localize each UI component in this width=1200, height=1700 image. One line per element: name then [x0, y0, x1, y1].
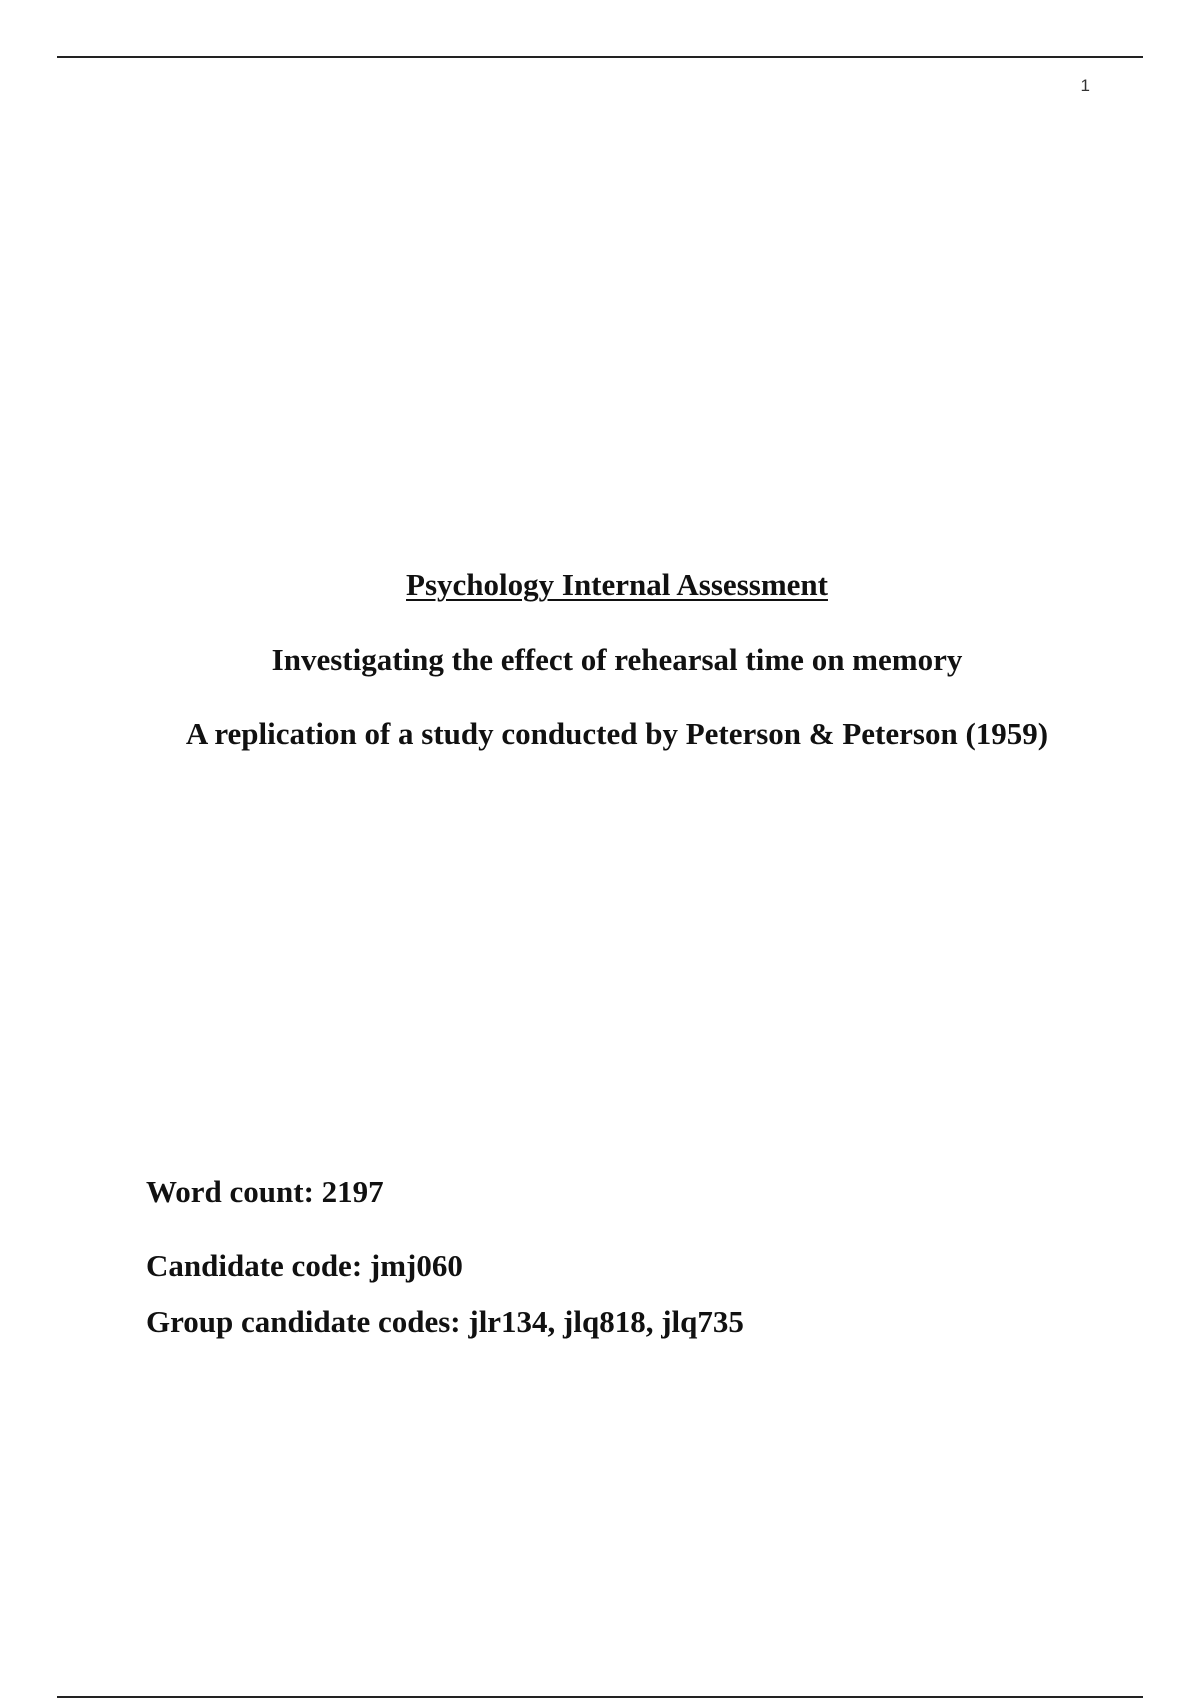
document-subtitle: Investigating the effect of rehearsal time on memory	[271, 642, 963, 678]
page-number: 1	[1080, 76, 1090, 95]
header-rule	[57, 56, 1143, 58]
candidate-code: Candidate code: jmj060	[146, 1248, 463, 1284]
word-count: Word count: 2197	[146, 1174, 384, 1209]
footer-rule	[57, 1696, 1143, 1698]
title-block	[0, 566, 1200, 753]
candidate-info	[146, 1173, 744, 1341]
group-candidate-codes: Group candidate codes: jlr134, jlq818, jlq735	[146, 1304, 744, 1340]
replication-note: A replication of a study conducted by Peterson & Peterson (1959)	[185, 716, 1049, 752]
document-title: Psychology Internal Assessment	[406, 567, 828, 602]
